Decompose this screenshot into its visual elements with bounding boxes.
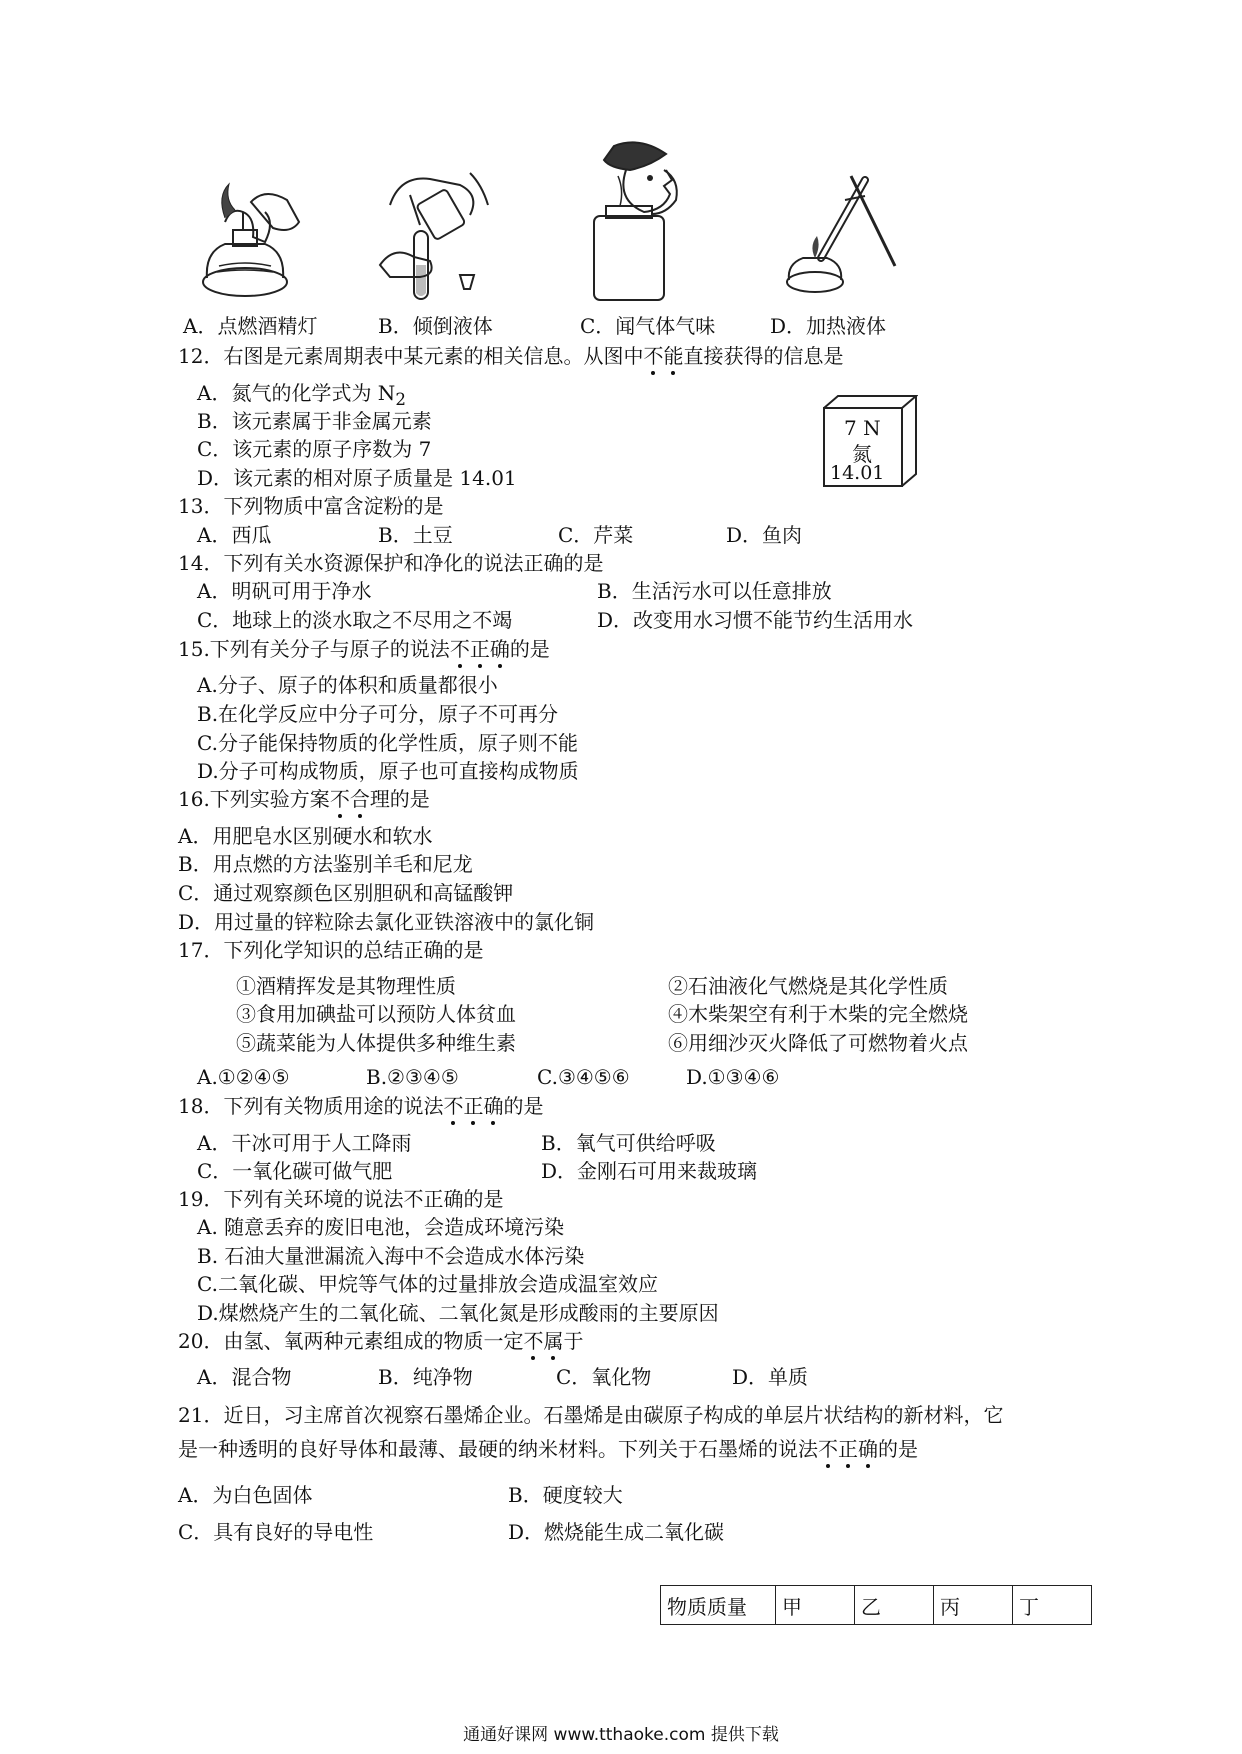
mass-table-header-cell: 丙 <box>934 1586 1013 1625</box>
q12-option-a-text: A．氮气的化学式为 N <box>197 381 396 405</box>
q18-emphasis-char: 确 <box>483 1094 504 1118</box>
q14-option-a <box>197 578 371 604</box>
q21-option-c <box>178 1519 373 1545</box>
page-footer: 通通好课网 www.tthaoke.com 提供下载 <box>463 1725 779 1745</box>
q12-option-c <box>197 436 431 462</box>
q17-statement-5-text: ⑤蔬菜能为人体提供多种维生素 <box>236 1031 516 1055</box>
q12-option-b-text: B．该元素属于非金属元素 <box>197 409 432 433</box>
illustration-smell-gas <box>580 140 720 306</box>
q15-option-b-text: B.在化学反应中分子可分，原子不可再分 <box>197 702 559 726</box>
q11-option-b-text: B．倾倒液体 <box>378 314 493 338</box>
q20-emphasis-char: 属 <box>543 1329 564 1353</box>
q18-option-a <box>197 1130 411 1156</box>
q21-line-1-text: 21．近日，习主席首次视察石墨烯企业。石墨烯是由碳原子构成的单层片状结构的新材料，它 <box>178 1403 1004 1427</box>
q17-option-d-text: D.①③④⑥ <box>686 1065 780 1089</box>
q18-emphasis-char: 正 <box>463 1094 484 1118</box>
q17-option-a <box>197 1064 290 1090</box>
element-card <box>822 394 918 490</box>
q21-option-c-text: C．具有良好的导电性 <box>178 1520 374 1544</box>
q20-option-c-text: C．氧化物 <box>556 1365 652 1389</box>
q18-option-b-text: B．氧气可供给呼吸 <box>541 1131 716 1155</box>
q20-stem <box>178 1328 583 1354</box>
q15-emphasis-char: 正 <box>469 637 490 661</box>
q17-statement-6-text: ⑥用细沙灭火降低了可燃物着火点 <box>668 1031 968 1055</box>
q16-emphasis-char: 合 <box>349 787 370 811</box>
q13-option-b-text: B．土豆 <box>378 523 453 547</box>
q14-option-b <box>597 578 832 604</box>
q16-option-a <box>178 823 432 849</box>
q12-emphasis-char: 能 <box>663 344 684 368</box>
q15-stem <box>178 636 550 662</box>
q18-option-d <box>541 1158 757 1184</box>
element-number: 7 <box>844 416 857 440</box>
q15-option-a-text: A.分子、原子的体积和质量都很小 <box>197 673 498 697</box>
q13-option-a-text: A．西瓜 <box>197 523 272 547</box>
q21-line-2-post: 的是 <box>878 1437 918 1461</box>
q18-stem-post: 的是 <box>503 1094 544 1118</box>
q12-stem <box>178 343 843 369</box>
q21-emphasis-char: 不 <box>818 1437 838 1461</box>
q13-option-c-text: C．芹菜 <box>558 523 634 547</box>
q21-line-2 <box>178 1436 918 1462</box>
q19-option-a-text: A. 随意丢弃的废旧电池，会造成环境污染 <box>197 1215 565 1239</box>
illustration-pour-liquid <box>370 165 500 305</box>
q16-option-b-text: B．用点燃的方法鉴别羊毛和尼龙 <box>178 852 473 876</box>
q16-stem <box>178 786 430 812</box>
q11-option-d-text: D．加热液体 <box>770 314 887 338</box>
q12-option-d-text: D．该元素的相对原子质量是 14.01 <box>197 466 517 490</box>
q17-statement-3-text: ③食用加碘盐可以预防人体贫血 <box>236 1002 516 1026</box>
q20-option-a-text: A．混合物 <box>197 1365 292 1389</box>
q21-emphasis-char: 确 <box>858 1437 878 1461</box>
q14-option-c-text: C．地球上的淡水取之不尽用之不竭 <box>197 608 513 632</box>
q18-option-c <box>197 1158 392 1184</box>
q16-option-d <box>178 909 594 935</box>
q17-option-c <box>537 1064 630 1090</box>
q11-option-b <box>378 313 493 339</box>
q14-option-a-text: A．明矾可用于净水 <box>197 579 372 603</box>
q17-option-d <box>686 1064 779 1090</box>
q15-option-d <box>197 758 579 784</box>
q18-option-a-text: A．干冰可用于人工降雨 <box>197 1131 412 1155</box>
q19-option-c <box>197 1271 658 1297</box>
q17-statement-3 <box>236 1001 516 1027</box>
q20-option-b <box>378 1364 473 1390</box>
q20-option-a <box>197 1364 291 1390</box>
element-symbol: N <box>863 416 881 440</box>
q17-option-a-text: A.①②④⑤ <box>197 1065 290 1089</box>
q13-stem <box>178 493 443 519</box>
q14-option-d <box>597 607 913 633</box>
q19-option-b <box>197 1243 584 1269</box>
q18-stem-pre: 18．下列有关物质用途的说法 <box>178 1094 444 1118</box>
q19-option-d-text: D.煤燃烧产生的二氧化硫、二氧化氮是形成酸雨的主要原因 <box>197 1301 719 1325</box>
q14-option-d-text: D．改变用水习惯不能节约生活用水 <box>597 608 914 632</box>
q21-option-d <box>508 1519 724 1545</box>
element-mass: 14.01 <box>830 462 885 484</box>
q21-line-2-pre: 是一种透明的良好导体和最薄、最硬的纳米材料。下列关于石墨烯的说法 <box>178 1437 818 1461</box>
q15-stem-pre: 15.下列有关分子与原子的说法 <box>178 637 450 661</box>
q21-emphasis-char: 正 <box>838 1437 858 1461</box>
q19-option-b-text: B. 石油大量泄漏流入海中不会造成水体污染 <box>197 1244 585 1268</box>
q18-option-c-text: C．一氧化碳可做气肥 <box>197 1159 393 1183</box>
q14-stem <box>178 550 603 576</box>
q17-statement-5 <box>236 1030 516 1056</box>
mass-table-header-cell: 物质质量 <box>661 1586 776 1625</box>
q12-option-c-text: C．该元素的原子序数为 7 <box>197 437 432 461</box>
q21-option-a <box>178 1482 312 1508</box>
element-number-symbol <box>844 416 881 440</box>
q20-emphasis-char: 不 <box>523 1329 544 1353</box>
q18-emphasis-char: 不 <box>443 1094 464 1118</box>
q15-option-b <box>197 701 558 727</box>
q11-option-c <box>580 313 715 339</box>
q15-emphasis-char: 不 <box>449 637 470 661</box>
q21-option-b-text: B．硬度较大 <box>508 1483 623 1507</box>
q15-option-a <box>197 672 498 698</box>
q16-emphasis-char: 不 <box>329 787 350 811</box>
q19-stem <box>178 1186 503 1212</box>
q13-option-c <box>558 522 633 548</box>
q13-option-d <box>726 522 802 548</box>
q16-option-b <box>178 851 473 877</box>
q17-option-c-text: C.③④⑤⑥ <box>537 1065 630 1089</box>
q12-option-d <box>197 465 517 491</box>
q21-option-a-text: A．为白色固体 <box>178 1483 313 1507</box>
q14-stem-text: 14．下列有关水资源保护和净化的说法正确的是 <box>178 551 604 575</box>
q13-option-a <box>197 522 271 548</box>
mass-table-header-cell: 甲 <box>776 1586 855 1625</box>
q17-statement-4 <box>668 1001 968 1027</box>
q12-option-b <box>197 408 432 434</box>
q16-option-c <box>178 880 513 906</box>
q11-option-a-text: A．点燃酒精灯 <box>183 314 318 338</box>
q18-stem <box>178 1093 543 1119</box>
q20-option-c <box>556 1364 651 1390</box>
q15-emphasis-char: 确 <box>489 637 510 661</box>
q16-option-c-text: C．通过观察颜色区别胆矾和高锰酸钾 <box>178 881 514 905</box>
q19-option-d <box>197 1300 719 1326</box>
q17-stem <box>178 937 483 963</box>
q19-option-c-text: C.二氧化碳、甲烷等气体的过量排放会造成温室效应 <box>197 1272 658 1296</box>
q17-option-b <box>366 1064 459 1090</box>
q14-option-c <box>197 607 512 633</box>
q12-stem-post: 直接获得的信息是 <box>683 344 844 368</box>
q18-option-b <box>541 1130 716 1156</box>
mass-table-header-cell: 丁 <box>1013 1586 1092 1625</box>
q20-option-b-text: B．纯净物 <box>378 1365 473 1389</box>
q18-option-d-text: D．金刚石可用来裁玻璃 <box>541 1159 758 1183</box>
q13-option-b <box>378 522 453 548</box>
q16-stem-post: 理的是 <box>369 787 430 811</box>
q15-option-c <box>197 730 578 756</box>
q15-stem-post: 的是 <box>509 637 550 661</box>
q14-option-b-text: B．生活污水可以任意排放 <box>597 579 832 603</box>
mass-table <box>660 1585 1092 1625</box>
q13-option-d-text: D．鱼肉 <box>726 523 803 547</box>
q20-option-d-text: D．单质 <box>732 1365 809 1389</box>
q12-option-a-subscript: 2 <box>395 390 406 409</box>
element-name: 氮 <box>852 442 872 466</box>
q17-statement-6 <box>668 1030 968 1056</box>
q16-stem-pre: 16.下列实验方案 <box>178 787 330 811</box>
q15-option-d-text: D.分子可构成物质，原子也可直接构成物质 <box>197 759 579 783</box>
q20-stem-post: 于 <box>563 1329 584 1353</box>
q17-statement-2-text: ②石油液化气燃烧是其化学性质 <box>668 974 948 998</box>
q19-option-a <box>197 1214 564 1240</box>
q15-option-c-text: C.分子能保持物质的化学性质，原子则不能 <box>197 731 578 755</box>
q17-stem-text: 17．下列化学知识的总结正确的是 <box>178 938 484 962</box>
q20-stem-pre: 20．由氢、氧两种元素组成的物质一定 <box>178 1329 524 1353</box>
q17-statement-1-text: ①酒精挥发是其物理性质 <box>236 974 456 998</box>
q17-statement-4-text: ④木柴架空有利于木柴的完全燃烧 <box>668 1002 968 1026</box>
q17-statement-1 <box>236 973 456 999</box>
q11-option-c-text: C．闻气体气味 <box>580 314 716 338</box>
mass-table-header-row <box>661 1586 1092 1625</box>
q11-option-d <box>770 313 886 339</box>
illustration-light-alcohol-lamp <box>195 182 315 302</box>
illustration-heat-liquid <box>765 170 905 300</box>
q16-option-d-text: D．用过量的锌粒除去氯化亚铁溶液中的氯化铜 <box>178 910 595 934</box>
q20-option-d <box>732 1364 808 1390</box>
q19-stem-text: 19．下列有关环境的说法不正确的是 <box>178 1187 504 1211</box>
q13-stem-text: 13．下列物质中富含淀粉的是 <box>178 494 444 518</box>
q16-option-a-text: A．用肥皂水区别硬水和软水 <box>178 824 433 848</box>
q12-emphasis-char: 不 <box>643 344 664 368</box>
q17-statement-2 <box>668 973 948 999</box>
q21-option-d-text: D．燃烧能生成二氧化碳 <box>508 1520 725 1544</box>
q21-line-1 <box>178 1402 1003 1428</box>
mass-table-header-cell: 乙 <box>855 1586 934 1625</box>
q21-option-b <box>508 1482 623 1508</box>
q17-option-b-text: B.②③④⑤ <box>366 1065 459 1089</box>
q12-stem-pre: 12．右图是元素周期表中某元素的相关信息。从图中 <box>178 344 644 368</box>
q11-option-a <box>183 313 317 339</box>
